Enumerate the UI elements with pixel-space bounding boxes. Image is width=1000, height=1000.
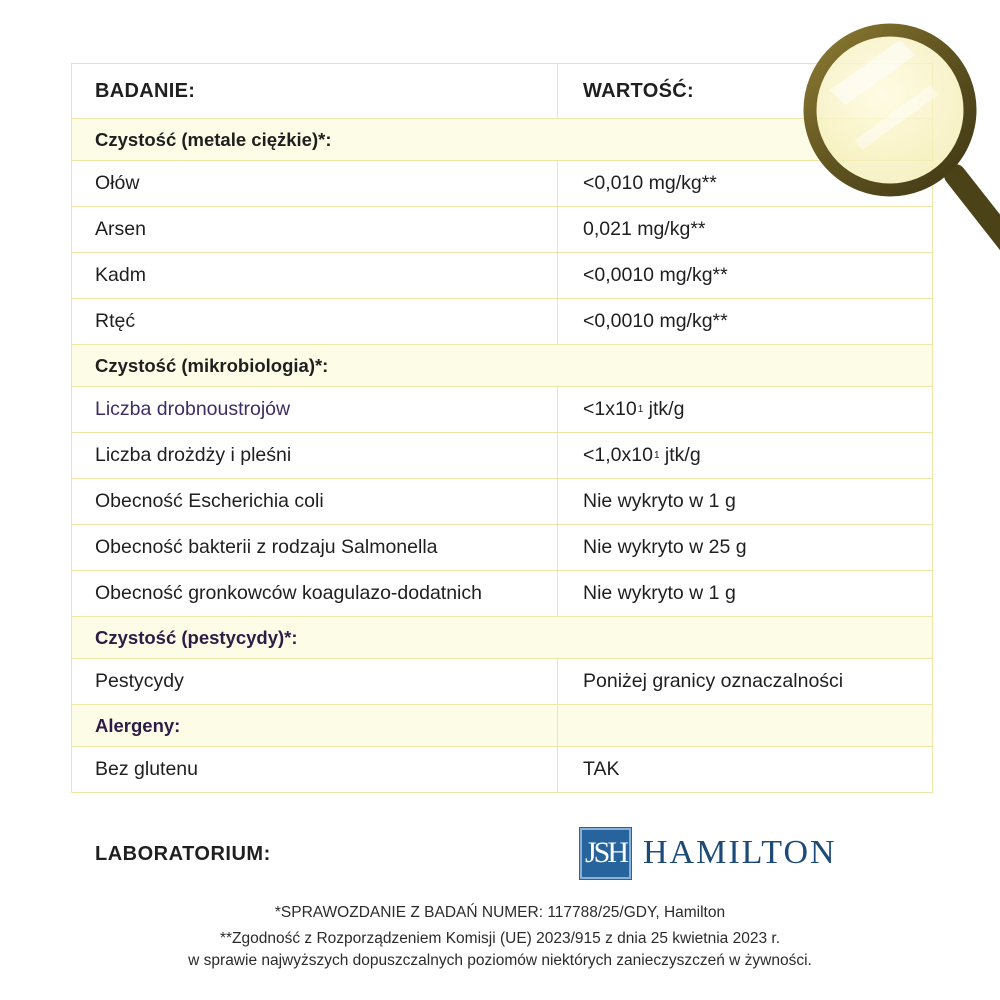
- test-value: 0,021 mg/kg**: [557, 207, 932, 252]
- footnote-report: *SPRAWOZDANIE Z BADAŃ NUMER: 117788/25/GDY, Hamilton: [274, 904, 726, 921]
- test-name: Obecność gronkowców koagulazo-dodatnich: [95, 582, 482, 604]
- table-row: [72, 570, 932, 616]
- logo-mark: JSH: [580, 828, 631, 879]
- test-name: Ołów: [95, 172, 140, 194]
- test-name: Liczba drożdży i pleśni: [95, 444, 292, 466]
- section-pesticides: [72, 616, 932, 658]
- table-row: [72, 478, 932, 524]
- section-title: Czystość (mikrobiologia)*:: [95, 354, 329, 376]
- table-row: [72, 432, 932, 478]
- test-name: Obecność bakterii z rodzaju Salmonella: [95, 536, 438, 558]
- test-name: Obecność Escherichia coli: [95, 490, 324, 512]
- section-title: Czystość (metale ciężkie)*:: [95, 128, 332, 150]
- results-table: [71, 63, 933, 793]
- section-empty-cell: [557, 705, 932, 746]
- hamilton-logo: [580, 826, 837, 880]
- table-row: [72, 524, 932, 570]
- table-header-row: [72, 64, 932, 118]
- test-name-link[interactable]: Liczba drobnoustrojów: [95, 398, 291, 420]
- table-row: [72, 206, 932, 252]
- test-value: <0,010 mg/kg**: [557, 161, 932, 206]
- table-row: [72, 746, 932, 792]
- test-value: Nie wykryto w 1 g: [557, 571, 932, 616]
- header-test: BADANIE:: [95, 79, 196, 102]
- section-allergens: [72, 704, 932, 746]
- test-name: Rtęć: [95, 310, 136, 332]
- test-name: Pestycydy: [95, 670, 184, 692]
- table-row: [72, 386, 932, 432]
- section-heavy-metals: [72, 118, 932, 160]
- header-value: WARTOŚĆ:: [557, 64, 932, 118]
- section-title: Alergeny:: [95, 714, 181, 736]
- test-name: Arsen: [95, 218, 146, 240]
- test-value: <1x10 1 jtk/g: [557, 387, 932, 432]
- test-name: Kadm: [95, 264, 146, 286]
- test-value: <0,0010 mg/kg**: [557, 253, 932, 298]
- test-value: <0,0010 mg/kg**: [557, 299, 932, 344]
- laboratory-label: LABORATORIUM:: [95, 843, 271, 865]
- test-value: Nie wykryto w 1 g: [557, 479, 932, 524]
- table-row: [72, 160, 932, 206]
- section-microbiology: [72, 344, 932, 386]
- table-row: [72, 298, 932, 344]
- footnote-regulation: **Zgodność z Rozporządzeniem Komisji (UE) 2023/915 z dnia 25 kwietnia 2023 r.: [219, 930, 781, 947]
- footnote-regulation-cont: w sprawie najwyższych dopuszczalnych poziomów niektórych zanieczyszczeń w żywności.: [188, 952, 812, 969]
- test-value: <1,0x10 1 jtk/g: [557, 433, 932, 478]
- table-row: [72, 252, 932, 298]
- logo-name: HAMILTON: [643, 834, 837, 871]
- test-name: Bez glutenu: [95, 758, 198, 780]
- test-value: Poniżej granicy oznaczalności: [557, 659, 932, 704]
- table-row: [72, 658, 932, 704]
- test-value: Nie wykryto w 25 g: [557, 525, 932, 570]
- section-title: Czystość (pestycydy)*:: [95, 626, 298, 648]
- test-value: TAK: [557, 747, 932, 792]
